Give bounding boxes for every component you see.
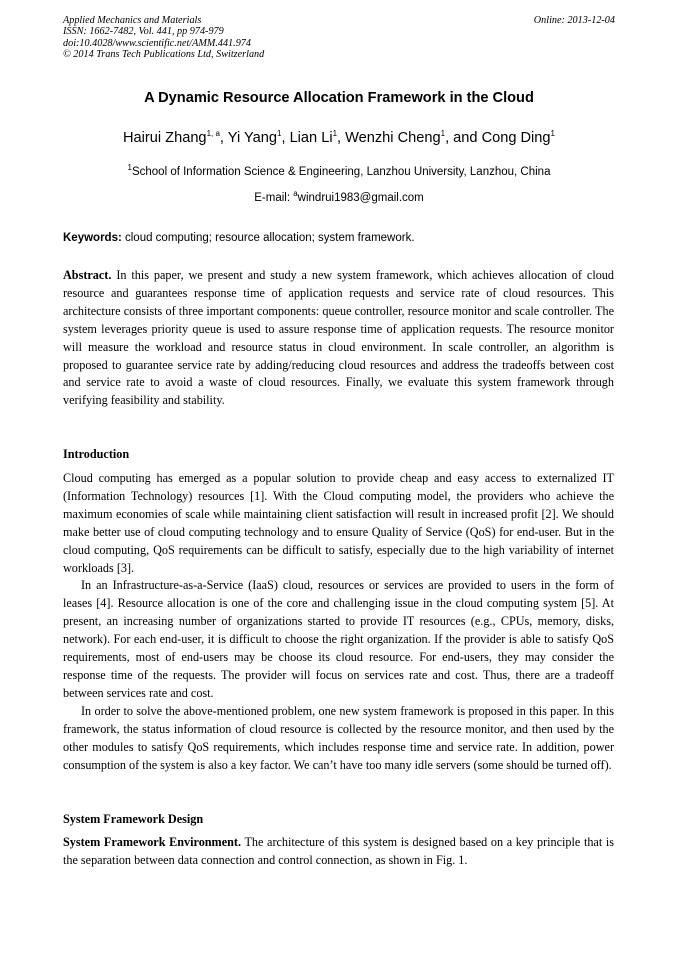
author-name: Hairui Zhang (123, 130, 207, 146)
author-affiliation-mark: 1 (550, 129, 555, 139)
keywords-label: Keywords: (63, 232, 122, 244)
author-affiliation-mark: 1 (332, 129, 338, 139)
online-date: Online: 2013-12-04 (533, 15, 615, 26)
introduction-body (63, 470, 614, 774)
author-separator: , (281, 130, 290, 146)
abstract-paragraph (63, 267, 614, 410)
author-name: Lian Li (289, 130, 333, 146)
journal-name: Applied Mechanics and Materials (63, 15, 202, 26)
introduction-heading: Introduction (63, 447, 130, 461)
system-framework-heading: System Framework Design (63, 812, 204, 826)
system-framework-body (63, 834, 614, 870)
abstract (63, 267, 614, 410)
subsection-text: The architecture of this system is designed based on a key principle that is the separation between data connection and control connection, as shown in Fig. 1. (63, 835, 614, 867)
affiliation (20, 163, 658, 178)
affiliation-mark: 1 (127, 163, 132, 173)
author-name: Cong Ding (481, 130, 551, 146)
author-name: Wenzhi Cheng (345, 130, 441, 146)
body-paragraph: In order to solve the above-mentioned problem, one new system framework is proposed in this paper. In this framework, the status information of cloud resource is collected by the resource monitor, and then used by the other modules to satisfy QoS requirements, which includes response time and service rate. In addition, power consumption of the system is also a key factor. We can’t have too many idle servers (some should be turned off). (63, 703, 614, 772)
abstract-label: Abstract. (63, 268, 112, 282)
keywords-text: cloud computing; resource allocation; system framework. (121, 232, 415, 244)
author-separator: , and (445, 130, 482, 146)
email-prefix: E-mail: (254, 192, 294, 204)
contact-email (20, 189, 658, 204)
body-paragraph: Cloud computing has emerged as a popular solution to provide cheap and easy access to externalized IT (Information Technology) resources [1]. With the Cloud computing model, the providers who achieve the maximum economies of scale while maintaining client satisfaction will result in increased profit [2]. We should make better use of cloud computing technology and to ensure Quality of Service (QoS) for end-user. But in the cloud computing, QoS requirements can be difficult to satisfy, especially due to the high variability of internet workloads [3]. (63, 471, 614, 575)
affiliation-text: School of Information Science & Engineering, Lanzhou University, Lanzhou, China (131, 166, 551, 178)
body-paragraph: In an Infrastructure-as-a-Service (IaaS) cloud, resources or services are provided to users in the form of leases [4]. Resource allocation is one of the core and challenging issue in the cloud computing system [5]. At present, an increasing number of organizations started to provide IT resources (e.g., CPUs, memory, disks, network). For each end-user, it is difficult to choose the right organization. If the provider is able to satisfy QoS requirements, most of end-users may be choose its cloud resource. For end-users, they may consider the response time of the requests. The provider will focus on services rate and cost. Thus, there are a tradeoff between services rate and cost. (63, 578, 614, 700)
email-address[interactable]: windrui1983@gmail.com (297, 192, 424, 204)
doi-line: doi:10.4028/www.scientific.net/AMM.441.974 (63, 37, 251, 49)
author-separator: , (337, 130, 346, 146)
paper-title: A Dynamic Resource Allocation Framework in the Cloud (144, 90, 534, 106)
author-name: Yi Yang (227, 130, 277, 146)
author-list (20, 130, 658, 146)
body-paragraph (63, 834, 614, 870)
author-affiliation-mark: 1, a (206, 129, 220, 139)
author-affiliation-mark: 1 (277, 129, 282, 139)
author-affiliation-mark: 1 (440, 129, 446, 139)
keywords (63, 232, 615, 244)
email-mark: a (293, 189, 298, 199)
publication-header (63, 15, 615, 61)
issn-line: ISSN: 1662-7482, Vol. 441, pp 974-979 (63, 26, 224, 38)
publication-info (63, 15, 615, 61)
abstract-text: In this paper, we present and study a new system framework, which achieves allocation of cloud resource and guarantees response time of application requests and service rate of cloud resources. This architecture consists of three important components: queue controller, resource monitor and scale controller. The system leverages priority queue is used to assure response time of application requests. The resource monitor will measure the workload and resource status in cloud environment. In scale controller, an algorithm is proposed to guarantee service rate by adding/reducing cloud resources and address the tradeoffs between cost and service rate to avoid a waste of cloud resources. Finally, we evaluate this system framework through verifying feasibility and stability. (63, 268, 614, 408)
subsection-label: System Framework Environment. (63, 835, 242, 849)
author-separator: , (219, 130, 228, 146)
copyright-line: © 2014 Trans Tech Publications Ltd, Switzerland (63, 49, 265, 61)
